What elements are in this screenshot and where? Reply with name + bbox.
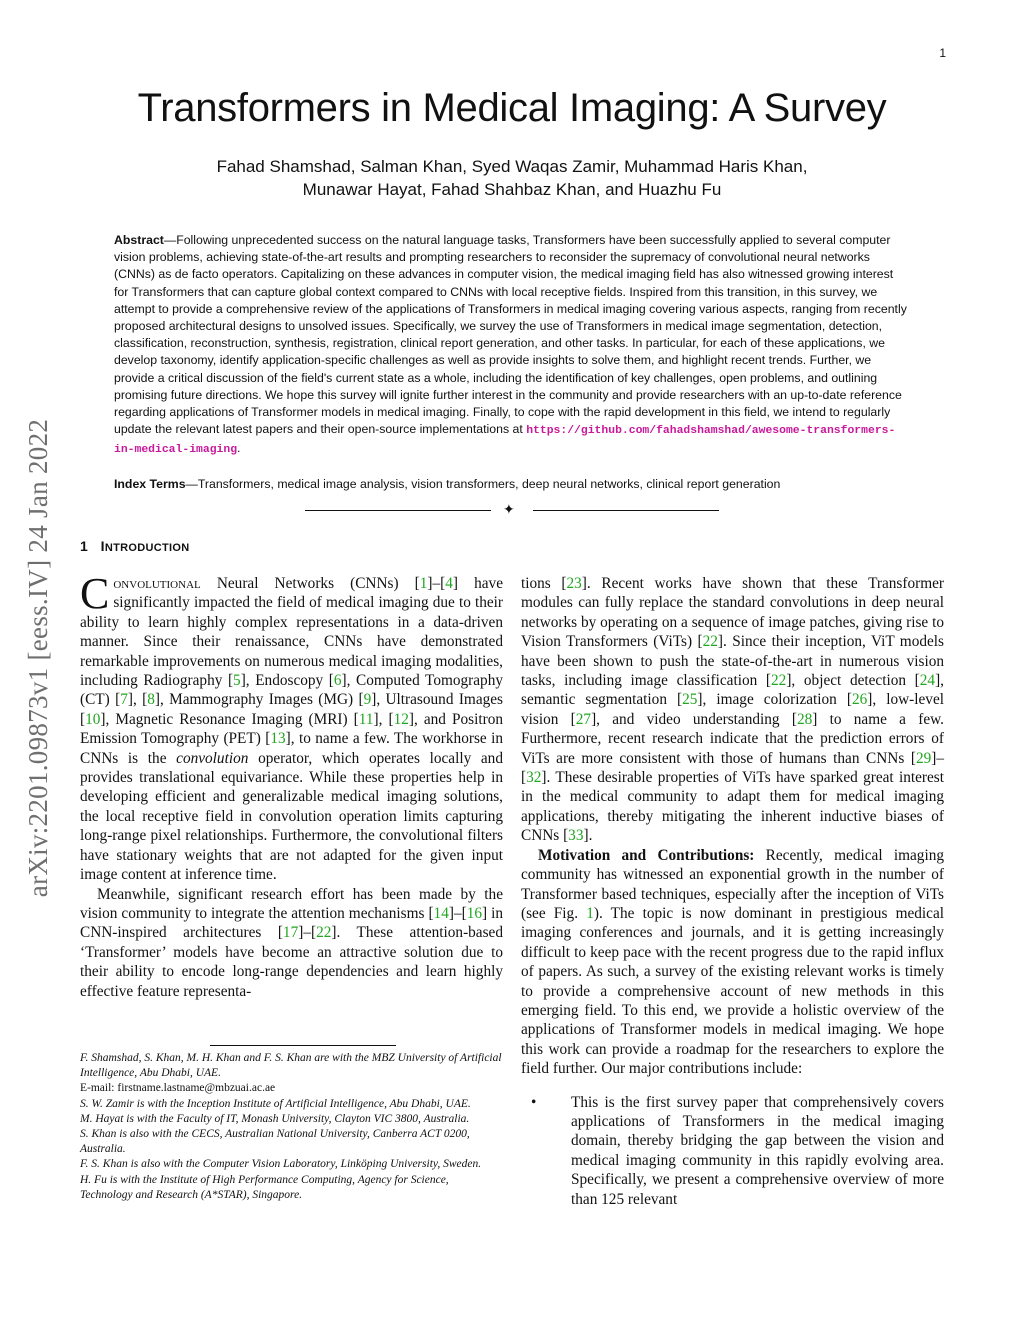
citation-link[interactable]: 9 xyxy=(363,691,372,709)
section-number: 1 xyxy=(80,538,89,554)
text-run: ], Mammography Images (MG) [ xyxy=(154,691,364,709)
smallcaps-lead: onvolutional xyxy=(113,575,201,592)
motivation-label: Motivation and Contributions: xyxy=(538,846,755,864)
repository-link[interactable]: https://github.com/fahadshamshad/awesome-transformers-in-medical-imaging xyxy=(114,425,896,457)
citation-link[interactable]: 29 xyxy=(915,749,932,767)
text-run: ]. These attention-based ‘Transformer’ models have become an attractive solution due to their ability to encode long-range dependencies and learn highly effective feature representa- xyxy=(80,924,503,1000)
citation-link[interactable]: 22 xyxy=(771,672,787,690)
citation-link[interactable]: 11 xyxy=(358,710,374,728)
figure-reference-link[interactable]: 1 xyxy=(586,904,594,922)
text-run: ], to name a few. The workhorse in CNNs is the xyxy=(80,730,503,767)
text-run: ]. Since their inception, ViT models have been shown to push the state-of-the-art in numerous vision tasks, including image classification [ xyxy=(521,633,944,690)
text-run: tions [ xyxy=(521,575,567,592)
citation-link[interactable]: 33 xyxy=(568,827,584,845)
text-run: ] to name a few. Furthermore, recent research indicate that the prediction errors of ViTs are more consistent with those of humans than CNNs [ xyxy=(521,710,945,767)
text-run: ] in CNN-inspired architectures [ xyxy=(80,904,503,942)
text-run: ], image colorization [ xyxy=(697,691,852,709)
intro-paragraph-3 xyxy=(521,574,944,846)
citation-link[interactable]: 24 xyxy=(919,672,936,690)
citation-link[interactable]: 32 xyxy=(526,769,542,787)
footnote: F. S. Khan is also with the Computer Vision Laboratory, Linköping University, Sweden. xyxy=(80,1158,482,1171)
text-run: ], object detection [ xyxy=(786,672,920,690)
citation-link[interactable]: 12 xyxy=(393,710,409,728)
right-column xyxy=(521,574,944,1209)
footnote: H. Fu is with the Institute of High Performance Computing, Agency for Science, Technology and Research (A*STAR), Singapore. xyxy=(80,1173,449,1201)
drop-cap: C xyxy=(80,569,110,618)
section-heading xyxy=(80,538,189,554)
abstract-text: —Following unprecedented success on the natural language tasks, Transformers have been successfully applied to several computer vision problems, achieving state-of-the-art results and prompting researchers to reconsider the supremacy of convolutional neural networks (CNNs) as de facto operators. Capitalizing on these advances in computer vision, the medical imaging field has also witnessed growing interest for Transformers that can capture global context compared to CNNs with local receptive fields. Inspired from this transition, in this survey, we attempt to provide a comprehensive review of the applications of Transformers in medical imaging covering various aspects, ranging from recently proposed architectural designs to unsolved issues. Specifically, we survey the use of Transformers in medical image segmentation, detection, classification, reconstruction, synthesis, registration, clinical report generation, and other tasks. In particular, for each of these applications, we develop taxonomy, identify application-specific challenges as well as provide insights to solve them, and highlight recent trends. Further, we provide a critical discussion of the field's current state as a whole, including the identification of key challenges, open problems, and outlining promising future directions. We hope this survey will ignite further interest in the community and provide researchers with an up-to-date reference regarding applications of Transformer models in medical imaging. Finally, to cope with the rapid development in this field, we intend to regularly update the relevant latest papers and their open-source implementations at xyxy=(114,233,907,437)
citation-link[interactable]: 1 xyxy=(419,575,428,592)
footnote: S. W. Zamir is with the Inception Institute of Artificial Intelligence, Abu Dhabi, UAE. xyxy=(80,1097,471,1110)
motivation-paragraph xyxy=(521,846,944,1079)
section-title-rest: NTRODUCTION xyxy=(104,542,190,554)
author-list xyxy=(0,155,1024,201)
text-run: ], semantic segmentation [ xyxy=(521,672,944,709)
text-run: ]. xyxy=(583,827,593,845)
citation-link[interactable]: 13 xyxy=(270,730,286,748)
authors-line-2: Munawar Hayat, Fahad Shahbaz Khan, and Huazhu Fu xyxy=(302,180,722,199)
footnote-rule xyxy=(210,1045,396,1046)
left-column xyxy=(80,569,504,1001)
intro-paragraph-1 xyxy=(80,569,504,885)
text-run: operator, which operates locally and provides translational equivariance. While these properties help in developing efficient and generalizable medical imaging solutions, the local receptive field in convolution operation limits capturing long-range pixel relationships. Furthermore, the convolutional filters have stationary weights that are not adapted for the given input image content at inference time. xyxy=(80,749,503,884)
text-run: ], Ultrasound Images [ xyxy=(80,691,503,728)
citation-link[interactable]: 8 xyxy=(147,691,155,709)
separator-line-left xyxy=(305,510,491,511)
citation-link[interactable]: 17 xyxy=(282,924,299,942)
section-title-initial: I xyxy=(100,538,105,554)
footnote: M. Hayat is with the Faculty of IT, Monash University, Clayton VIC 3800, Australia. xyxy=(80,1112,470,1125)
text-run: ]–[ xyxy=(427,575,446,592)
section-separator xyxy=(305,503,719,519)
text-run: ], Computed Tomography (CT) [ xyxy=(80,672,503,709)
citation-link[interactable]: 10 xyxy=(85,710,101,728)
citation-link[interactable]: 22 xyxy=(316,924,332,942)
text-run: ). The topic is now dominant in prestigious medical imaging conferences and journals, and it is getting increasingly difficult to keep pace with the recent progress due to the rapid influx of papers. As such, a survey of the existing relevant works is timely to provide a comprehensive account of new methods in this emerging field. To this end, we provide a holistic overview of the applications of Transformer models in medical imaging. We hope this work can provide a roadmap for the researchers to explore the field further. Our major contributions include: xyxy=(521,904,944,1078)
text-run: ]–[ xyxy=(298,924,317,942)
text-run: ] have significantly impacted the field of medical imaging due to their ability to learn highly complex representations in a data-driven manner. Since their renaissance, CNNs have demonstrated remarkable improvements on numerous medical imaging modalities, including Radiography [ xyxy=(80,575,503,690)
text-run: ], and video understanding [ xyxy=(591,710,797,728)
text-run: Meanwhile, significant research effort has been made by the vision community to integrate the attention mechanisms [ xyxy=(80,885,503,922)
separator-line-right xyxy=(533,510,719,511)
citation-link[interactable]: 23 xyxy=(566,575,582,592)
text-run: ]. Recent works have shown that these Transformer modules can fully replace the standard convolutions in deep neural networks by operating on a sequence of image patches, giving rise to Vision Transformers (ViTs) [ xyxy=(521,575,944,651)
text-run: ]–[ xyxy=(448,904,467,922)
text-run: ], and Positron Emission Tomography (PET) [ xyxy=(80,710,504,748)
footnote-email: E-mail: firstname.lastname@mbzuai.ac.ae xyxy=(80,1082,276,1095)
text-run: ], Endoscopy [ xyxy=(240,672,334,690)
citation-link[interactable]: 22 xyxy=(702,633,718,651)
citation-link[interactable]: 16 xyxy=(466,904,482,922)
text-run: Neural Networks (CNNs) [ xyxy=(200,575,420,592)
footnote: F. Shamshad, S. Khan, M. H. Khan and F. S. Khan are with the MBZ University of Artificial Intelligence, Abu Dhabi, UAE. xyxy=(80,1052,502,1080)
index-terms-label: Index Terms xyxy=(114,477,186,491)
arxiv-stamp: arXiv:2201.09873v1 [eess.IV] 24 Jan 2022 xyxy=(23,418,53,898)
citation-link[interactable]: 4 xyxy=(445,575,453,592)
citation-link[interactable]: 7 xyxy=(120,691,128,709)
page-number: 1 xyxy=(939,46,946,60)
index-terms-text: —Transformers, medical image analysis, vision transformers, deep neural networks, clinical report generation xyxy=(185,477,781,491)
citation-link[interactable]: 6 xyxy=(333,672,342,690)
citation-link[interactable]: 25 xyxy=(682,691,698,709)
contribution-bullet xyxy=(521,1093,944,1209)
citation-link[interactable]: 14 xyxy=(433,904,449,922)
text-run: ], [ xyxy=(127,691,148,709)
intro-paragraph-2 xyxy=(80,885,503,1001)
text-run: ]. These desirable properties of ViTs have sparked great interest in the medical community to adapt them for medical imaging applications, thereby mitigating the inherent inductive biases of CNNs [ xyxy=(521,769,944,845)
abstract xyxy=(114,232,910,460)
separator-diamond-icon: ✦ xyxy=(503,503,515,518)
text-run: Recently, medical imaging community has witnessed an exponential growth in the number of Transformer based techniques, especially after the inception of ViTs (see Fig. xyxy=(521,846,944,922)
authors-line-1: Fahad Shamshad, Salman Khan, Syed Waqas Zamir, Muhammad Haris Khan, xyxy=(216,157,808,176)
citation-link[interactable]: 26 xyxy=(851,691,868,709)
citation-link[interactable]: 28 xyxy=(796,710,813,728)
emphasis: convolution xyxy=(176,749,249,767)
abstract-end: . xyxy=(237,441,241,456)
citation-link[interactable]: 5 xyxy=(233,672,241,690)
text-run: ]–[ xyxy=(521,749,944,787)
text-run: ], [ xyxy=(373,710,394,728)
citation-link[interactable]: 27 xyxy=(575,710,592,728)
bullet-icon: • xyxy=(531,1093,537,1111)
bullet-text: This is the first survey paper that comprehensively covers applications of Transformers in the medical imaging domain, thereby bridging the gap between the vision and medical imaging community in this rapidly evolving area. Specifically, we present a comprehensive overview of more than 125 relevant xyxy=(571,1093,944,1208)
abstract-label: Abstract xyxy=(114,233,164,247)
footnotes xyxy=(80,1051,503,1203)
text-run: ], Magnetic Resonance Imaging (MRI) [ xyxy=(100,710,359,728)
footnote: S. Khan is also with the CECS, Australian National University, Canberra ACT 0200, Australia. xyxy=(80,1128,470,1156)
index-terms xyxy=(114,476,910,493)
paper-title: Transformers in Medical Imaging: A Survey xyxy=(137,86,887,130)
text-run: ], low-level vision [ xyxy=(521,691,944,728)
